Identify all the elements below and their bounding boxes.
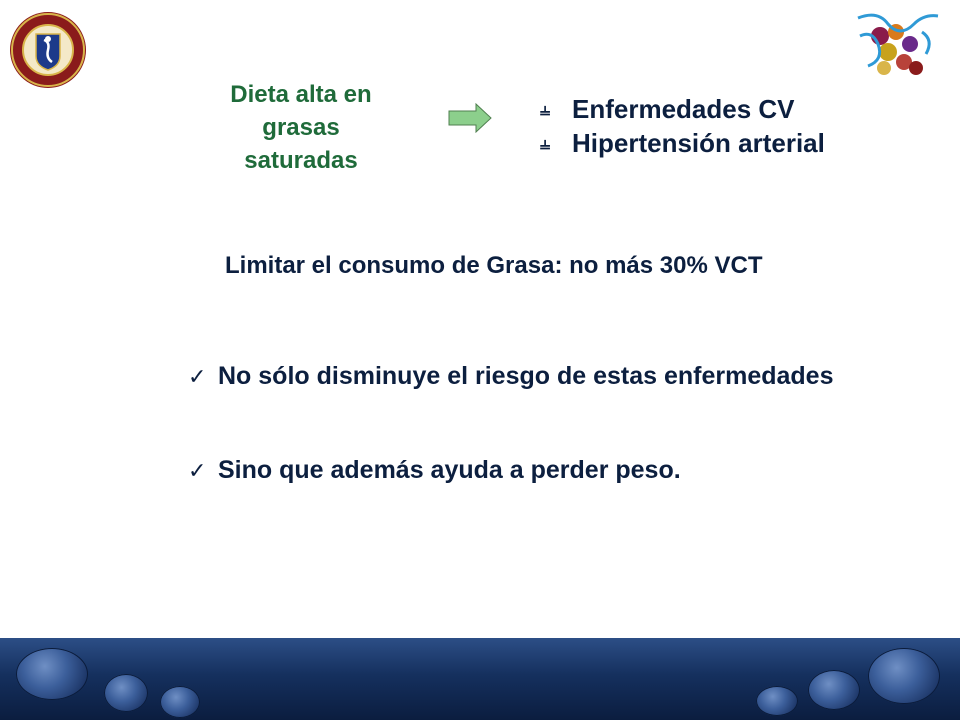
- effect-item: [540, 126, 825, 160]
- effect-label: Enfermedades CV: [572, 94, 795, 124]
- bubble-decoration: [868, 648, 940, 704]
- curved-bullet-icon: ⫨: [540, 99, 551, 119]
- diet-line-2: grasas: [262, 114, 340, 141]
- molecule-logo: [838, 6, 948, 86]
- diet-line-3: saturadas: [244, 147, 358, 174]
- bubble-decoration: [16, 648, 88, 700]
- bubble-decoration: [808, 670, 860, 710]
- benefit-item: [188, 456, 681, 485]
- limit-statement: Limitar el consumo de Grasa: no más 30% VCT: [225, 252, 763, 279]
- benefit-label: No sólo disminuye el riesgo de estas enfermedades: [218, 362, 834, 390]
- curved-bullet-icon: ⫨: [540, 133, 551, 153]
- footer-band: [0, 638, 960, 720]
- bubble-decoration: [104, 674, 148, 712]
- checkmark-icon: ✓: [188, 457, 207, 483]
- effect-label: Hipertensión arterial: [572, 128, 825, 158]
- checkmark-icon: ✓: [188, 363, 207, 389]
- right-arrow-icon: [448, 103, 492, 133]
- benefit-item: [188, 362, 834, 391]
- diet-line-1: Dieta alta en: [230, 81, 372, 108]
- benefit-label: Sino que además ayuda a perder peso.: [218, 456, 681, 484]
- bubble-decoration: [160, 686, 200, 718]
- university-seal-logo: [8, 10, 88, 90]
- bubble-decoration: [756, 686, 798, 716]
- effect-item: [540, 92, 825, 126]
- diet-cause-text: [196, 78, 406, 177]
- effects-list: [540, 92, 825, 160]
